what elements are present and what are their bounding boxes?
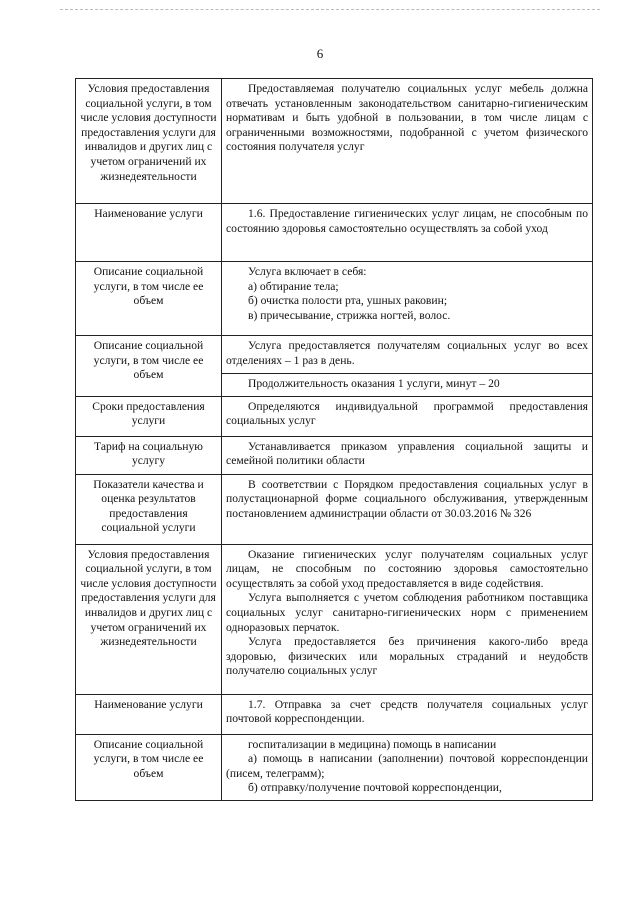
table-row (76, 694, 593, 734)
duration-text: Продолжительность оказания 1 услуги, минут – 20 (222, 374, 593, 397)
table-row (76, 734, 593, 800)
text-line: а) помощь в написании (заполнении) почтовой корреспонденции (писем, телеграмм); (226, 752, 588, 780)
row-text: Устанавливается приказом управления социальной защиты и семейной политики области (222, 436, 593, 474)
table-row (76, 436, 593, 474)
row-label: Сроки предоставления услуги (76, 396, 222, 436)
row-label: Наименование услуги (76, 204, 222, 262)
row-label: Показатели качества и оценка результатов предоставления социальной услуги (76, 474, 222, 544)
service-table (75, 78, 593, 801)
table-row (76, 544, 593, 694)
paragraph: Услуга выполняется с учетом соблюдения работником поставщика социальных услуг санитарно-гигиенических норм с применением одноразовых перчаток. (226, 591, 588, 634)
row-text: 1.7. Отправка за счет средств получателя социальных услуг почтовой корреспонденции. (222, 694, 593, 734)
row-text: 1.6. Предоставление гигиенических услуг лицам, не способным по состоянию здоровья самостоятельно осуществлять за собой уход (222, 204, 593, 262)
description-intro: Услуга включает в себя: (248, 265, 367, 278)
table-row (76, 79, 593, 204)
row-paragraphs (222, 544, 593, 694)
row-description (222, 262, 593, 336)
row-label: Описание социальной услуги, в том числе ее объем (76, 336, 222, 397)
page-number: 6 (316, 46, 324, 61)
row-label: Тариф на социальную услугу (76, 436, 222, 474)
table-row (76, 474, 593, 544)
table-row (76, 336, 593, 374)
list-item: в) причесывание, стрижка ногтей, волос. (248, 308, 451, 322)
row-text: Определяются индивидуальной программой предоставления социальных услуг (222, 396, 593, 436)
row-label: Описание социальной услуги, в том числе ее объем (76, 262, 222, 336)
list-item: б) очистка полости рта, ушных раковин; (248, 294, 448, 308)
row-label: Описание социальной услуги, в том числе ее объем (76, 734, 222, 800)
table-row (76, 204, 593, 262)
row-label: Наименование услуги (76, 694, 222, 734)
paragraph: Оказание гигиенических услуг получателям социальных услуг лицам, не способным по состоянию здоровья самостоятельно осуществлять за собой уход предоставляется в виде содействия. (226, 547, 588, 590)
row-label: Условия предоставления социальной услуги, в том числе условия доступности предоставления услуги для инвалидов и других лиц с учетом ограничений их жизнедеятельности (76, 79, 222, 204)
text-line: б) отправку/получение почтовой корреспонденции, (248, 781, 502, 795)
row-text: В соответствии с Порядком предоставления социальных услуг в полустационарной форме социального обслуживания, утвержденным постановлением администрации области от 30.03.2016 № 326 (222, 474, 593, 544)
row-text: Предоставляемая получателю социальных услуг мебель должна отвечать установленным законодательством санитарно-гигиеническим нормативам и быть удобной в пользовании, в том числе лицам с ограниченными возможностями, подобранной с учетом физического состояния получателя услуг (222, 79, 593, 204)
list-item: а) обтирание тела; (248, 279, 339, 293)
row-lines (222, 734, 593, 800)
row-text: Услуга предоставляется получателям социальных услуг во всех отделениях – 1 раз в день. (222, 336, 593, 374)
row-label: Условия предоставления социальной услуги, в том числе условия доступности предоставления услуги для инвалидов и других лиц с учетом ограничений их жизнедеятельности (76, 544, 222, 694)
table-row (76, 396, 593, 436)
paragraph: Услуга предоставляется без причинения какого-либо вреда здоровью, физических или моральных страданий и неудобств получателю социальных услуг (226, 635, 588, 678)
table-row (76, 262, 593, 336)
scan-top-border (60, 9, 600, 11)
text-line: госпитализации в медицина) помощь в написании (248, 737, 497, 751)
